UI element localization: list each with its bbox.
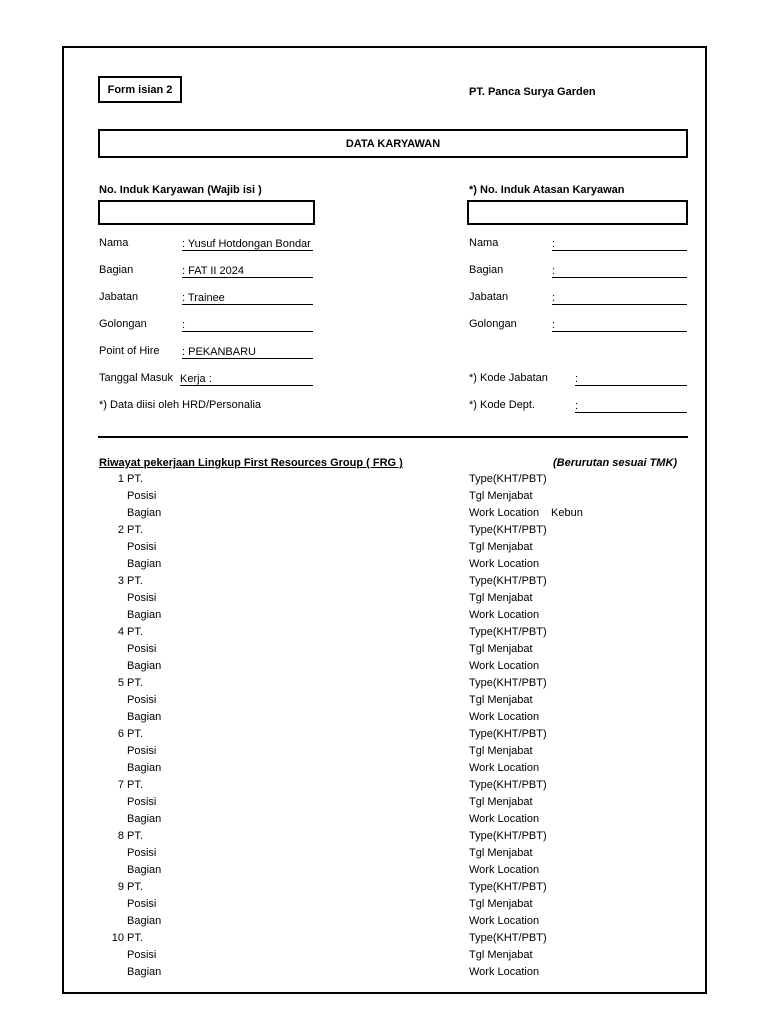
form-page <box>62 46 707 994</box>
history-work-label: Work Location <box>469 915 540 927</box>
field-value-point-of-hire[interactable]: : PEKANBARU <box>182 345 313 359</box>
history-bagian-label: Bagian <box>127 558 162 570</box>
history-pt-label: PT. <box>127 932 143 944</box>
kode-jabatan-label: *) Kode Jabatan <box>469 372 548 384</box>
history-pt-label: PT. <box>127 779 143 791</box>
history-work-label: Work Location <box>469 966 540 978</box>
history-type-label: Type(KHT/PBT) <box>469 524 547 536</box>
history-type-label: Type(KHT/PBT) <box>469 473 547 485</box>
history-work-label: Work Location <box>469 864 540 876</box>
employee-id-label: No. Induk Karyawan (Wajib isi ) <box>99 184 262 196</box>
history-pt-label: PT. <box>127 524 143 536</box>
history-number: 10 <box>111 932 124 944</box>
supervisor-value-jabatan[interactable]: : <box>552 291 687 305</box>
history-type-label: Type(KHT/PBT) <box>469 728 547 740</box>
history-bagian-label: Bagian <box>127 915 162 927</box>
history-posisi-label: Posisi <box>127 796 157 808</box>
history-number: 9 <box>117 881 124 893</box>
history-tgl-label: Tgl Menjabat <box>469 694 533 706</box>
history-bagian-label: Bagian <box>127 864 162 876</box>
history-posisi-label: Posisi <box>127 847 157 859</box>
history-tgl-label: Tgl Menjabat <box>469 949 533 961</box>
history-work-label: Work Location <box>469 813 540 825</box>
form-tag: Form isian 2 <box>98 76 182 103</box>
history-number: 3 <box>117 575 124 587</box>
field-label-point-of-hire: Point of Hire <box>99 345 160 357</box>
history-posisi-label: Posisi <box>127 745 157 757</box>
history-number: 7 <box>117 779 124 791</box>
history-type-label: Type(KHT/PBT) <box>469 779 547 791</box>
history-pt-label: PT. <box>127 473 143 485</box>
history-work-label: Work Location <box>469 507 540 519</box>
history-posisi-label: Posisi <box>127 898 157 910</box>
history-pt-label: PT. <box>127 575 143 587</box>
field-value-golongan[interactable]: : <box>182 318 313 332</box>
history-tgl-label: Tgl Menjabat <box>469 847 533 859</box>
history-pt-label: PT. <box>127 830 143 842</box>
history-number: 4 <box>117 626 124 638</box>
history-type-label: Type(KHT/PBT) <box>469 626 547 638</box>
supervisor-label-nama: Nama <box>469 237 499 249</box>
history-posisi-label: Posisi <box>127 592 157 604</box>
history-number: 6 <box>117 728 124 740</box>
history-bagian-label: Bagian <box>127 966 162 978</box>
hrd-note: *) Data diisi oleh HRD/Personalia <box>99 399 262 411</box>
history-tgl-label: Tgl Menjabat <box>469 592 533 604</box>
company-name: PT. Panca Surya Garden <box>469 86 596 98</box>
history-work-label: Work Location <box>469 711 540 723</box>
field-label-jabatan: Jabatan <box>99 291 139 303</box>
kode-dept-label: *) Kode Dept. <box>469 399 536 411</box>
history-pt-label: PT. <box>127 677 143 689</box>
history-title: Riwayat pekerjaan Lingkup First Resources Group ( FRG ) <box>99 457 403 469</box>
field-value-jabatan[interactable]: : Trainee <box>182 291 313 305</box>
history-type-label: Type(KHT/PBT) <box>469 830 547 842</box>
history-type-label: Type(KHT/PBT) <box>469 932 547 944</box>
history-tgl-label: Tgl Menjabat <box>469 490 533 502</box>
history-tgl-label: Tgl Menjabat <box>469 541 533 553</box>
history-number: 1 <box>117 473 124 485</box>
history-pt-label: PT. <box>127 626 143 638</box>
history-work-label: Work Location <box>469 762 540 774</box>
history-type-label: Type(KHT/PBT) <box>469 881 547 893</box>
supervisor-value-nama[interactable]: : <box>552 237 687 251</box>
field-label-golongan: Golongan <box>99 318 147 330</box>
history-number: 8 <box>117 830 124 842</box>
history-work-value: Kebun <box>551 507 583 519</box>
field-label-bagian: Bagian <box>99 264 134 276</box>
history-work-label: Work Location <box>469 609 540 621</box>
history-type-label: Type(KHT/PBT) <box>469 575 547 587</box>
field-label-tanggal-masuk: Tanggal Masuk <box>99 372 173 384</box>
form-title: DATA KARYAWAN <box>98 129 688 158</box>
history-bagian-label: Bagian <box>127 711 162 723</box>
section-divider <box>98 436 688 438</box>
history-number: 5 <box>117 677 124 689</box>
history-work-label: Work Location <box>469 660 540 672</box>
history-posisi-label: Posisi <box>127 541 157 553</box>
history-tgl-label: Tgl Menjabat <box>469 898 533 910</box>
history-posisi-label: Posisi <box>127 643 157 655</box>
history-note: (Berurutan sesuai TMK) <box>553 457 678 469</box>
history-posisi-label: Posisi <box>127 694 157 706</box>
supervisor-value-golongan[interactable]: : <box>552 318 687 332</box>
history-bagian-label: Bagian <box>127 660 162 672</box>
supervisor-label-jabatan: Jabatan <box>469 291 509 303</box>
history-pt-label: PT. <box>127 881 143 893</box>
history-tgl-label: Tgl Menjabat <box>469 745 533 757</box>
supervisor-label-golongan: Golongan <box>469 318 517 330</box>
supervisor-id-input[interactable] <box>467 200 688 225</box>
field-value-bagian[interactable]: : FAT II 2024 <box>182 264 313 278</box>
field-value-tanggal-masuk[interactable]: Kerja : <box>180 372 313 386</box>
history-pt-label: PT. <box>127 728 143 740</box>
supervisor-label-bagian: Bagian <box>469 264 504 276</box>
history-number: 2 <box>117 524 124 536</box>
kode-dept-value[interactable]: : <box>575 399 687 413</box>
history-bagian-label: Bagian <box>127 762 162 774</box>
history-bagian-label: Bagian <box>127 609 162 621</box>
history-posisi-label: Posisi <box>127 949 157 961</box>
history-work-label: Work Location <box>469 558 540 570</box>
history-posisi-label: Posisi <box>127 490 157 502</box>
history-tgl-label: Tgl Menjabat <box>469 643 533 655</box>
history-tgl-label: Tgl Menjabat <box>469 796 533 808</box>
kode-jabatan-value[interactable]: : <box>575 372 687 386</box>
history-bagian-label: Bagian <box>127 507 162 519</box>
supervisor-value-bagian[interactable]: : <box>552 264 687 278</box>
field-label-nama: Nama <box>99 237 129 249</box>
supervisor-id-label: *) No. Induk Atasan Karyawan <box>469 184 625 196</box>
employee-id-input[interactable] <box>98 200 315 225</box>
field-value-nama[interactable]: : Yusuf Hotdongan Bondar <box>182 237 313 251</box>
history-type-label: Type(KHT/PBT) <box>469 677 547 689</box>
history-bagian-label: Bagian <box>127 813 162 825</box>
